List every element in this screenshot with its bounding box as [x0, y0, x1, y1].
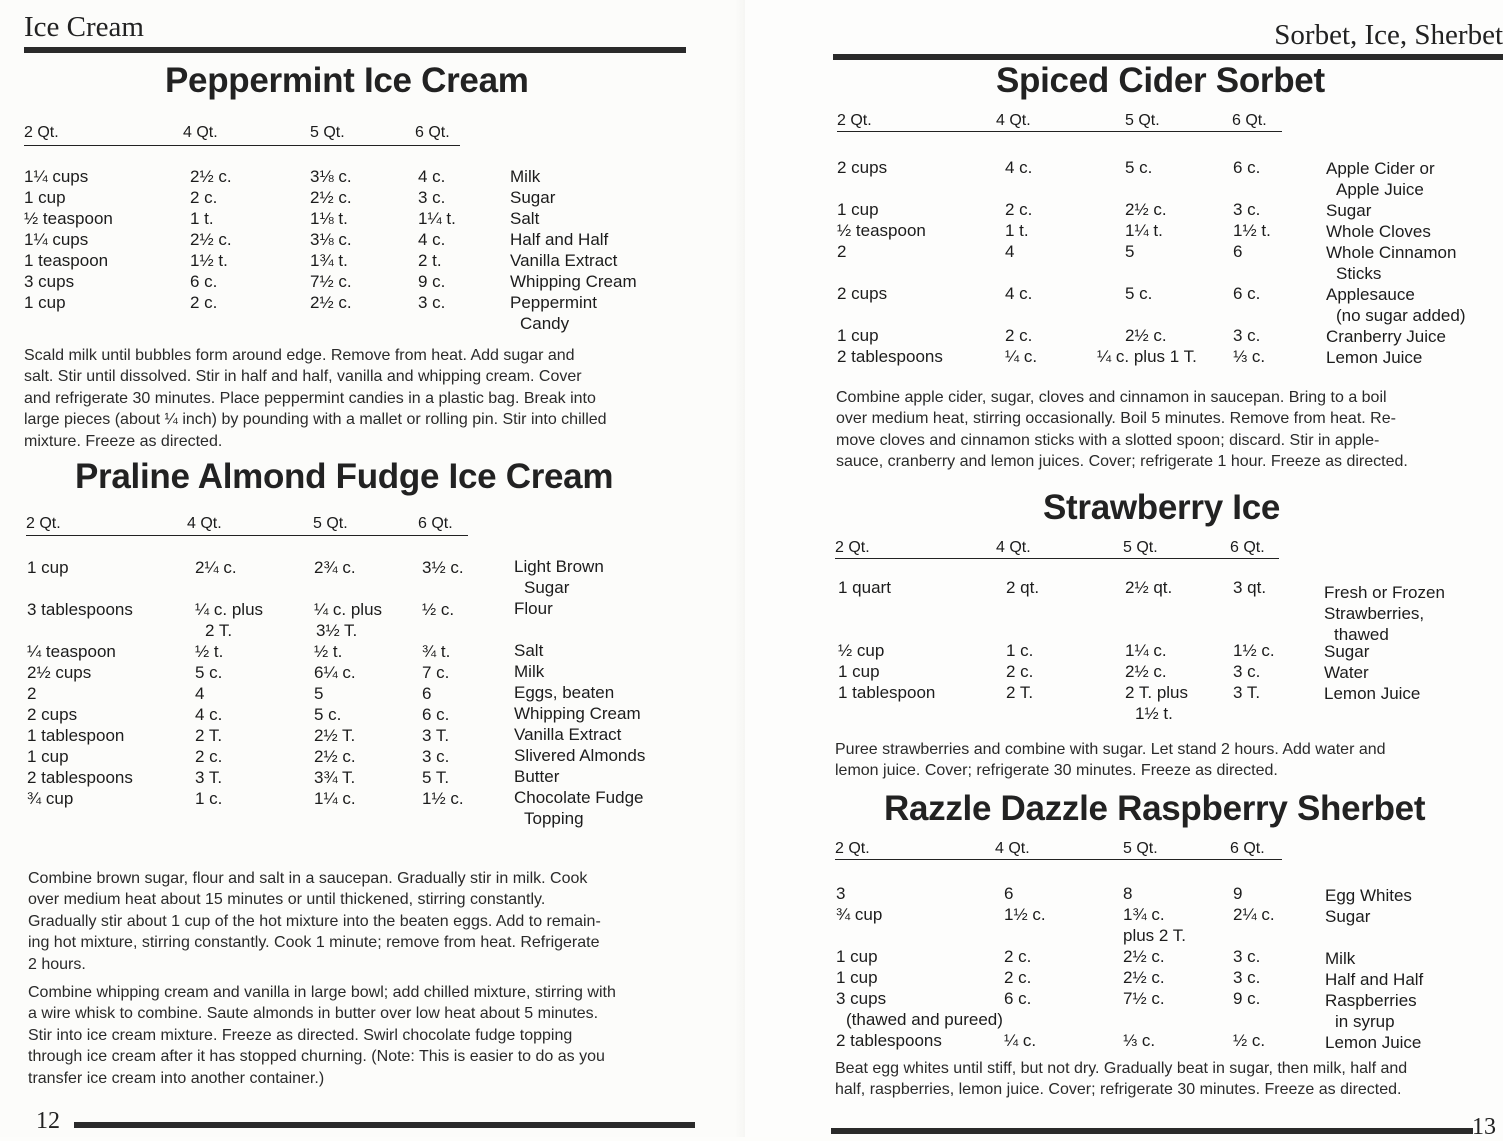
qty-5qt: 5 c. [1125, 158, 1153, 177]
ingredient: Whole Cinnamon [1326, 243, 1457, 262]
col-header-6qt: 6 Qt. [1230, 840, 1265, 857]
qty-6qt: ⅓ c. [1233, 347, 1266, 366]
qty-4qt: 2 qt. [1006, 578, 1040, 597]
qty-6qt: 3 c. [418, 293, 446, 312]
qty-4qt: 6 c. [190, 272, 218, 291]
qty-4qt: ½ t. [195, 642, 224, 661]
qty-2qt: 2 tablespoons [27, 768, 133, 787]
col-header-6qt: 6 Qt. [1232, 112, 1267, 129]
qty-4qt: 1 c. [1006, 641, 1034, 660]
right-page [745, 0, 1503, 1140]
qty-6qt: 3 T. [1233, 683, 1261, 702]
ingredient: Sugar [1324, 642, 1370, 661]
ingredient: Whipping Cream [510, 272, 637, 291]
qty-2qt: 1¼ cups [24, 230, 89, 249]
qty-4qt: ¼ c. [1004, 1031, 1037, 1050]
qty-4qt: 6 [1004, 884, 1014, 903]
ingredient: Whipping Cream [514, 704, 641, 723]
qty-5qt: 5 [314, 684, 324, 703]
qty-2qt: 1¼ cups [24, 167, 89, 186]
col-header-4qt: 4 Qt. [996, 112, 1031, 129]
instruction-line: half, raspberries, lemon juice. Cover; refrigerate 30 minutes. Freeze as directed. [835, 1081, 1402, 1099]
qty-6qt: 9 c. [418, 272, 446, 291]
section-rule [833, 54, 1503, 60]
qty-6qt: 6 [422, 684, 432, 703]
qty-2qt: ¾ cup [27, 789, 74, 808]
qty-5qt: 2½ c. [1125, 326, 1167, 345]
instruction-line: ing hot mixture, stirring constantly. Cook 1 minute; remove from heat. Refrigerate [28, 934, 600, 952]
qty-4qt: 2 c. [1004, 968, 1032, 987]
qty-2qt: 1 tablespoon [838, 683, 936, 702]
ingredient: Water [1324, 663, 1369, 682]
qty-4qt-cont: 2 T. [205, 621, 233, 640]
qty-5qt: 2 T. plus [1125, 683, 1189, 702]
qty-6qt: 9 c. [1233, 989, 1261, 1008]
qty-6qt: 3 c. [1233, 326, 1261, 345]
qty-6qt: 1½ c. [422, 789, 464, 808]
recipe-title: Strawberry Ice [1043, 488, 1281, 527]
ingredient: Egg Whites [1325, 886, 1412, 905]
instruction-line: sauce, cranberry and lemon juices. Cover; refrigerate 1 hour. Freeze as directed. [836, 453, 1408, 471]
page-number: 13 [1472, 1114, 1496, 1140]
qty-5qt: 2½ qt. [1125, 578, 1173, 597]
instruction-line: over medium heat, stirring occasionally. Boil 5 minutes. Remove from heat. Re- [836, 410, 1396, 428]
qty-5qt: 5 c. [1125, 284, 1153, 303]
ingredient-cont: Topping [524, 809, 584, 828]
ingredient: Applesauce [1326, 285, 1415, 304]
qty-5qt: ¼ c. plus 1 T. [1097, 347, 1197, 366]
page-number: 12 [36, 1108, 60, 1134]
qty-6qt: 7 c. [422, 663, 450, 682]
qty-5qt: 3¾ T. [314, 768, 356, 787]
qty-6qt: 3 c. [418, 188, 446, 207]
instruction-line: over medium heat about 15 minutes or until thickened, stirring constantly. [28, 891, 546, 909]
qty-2qt: 2 cups [837, 284, 888, 303]
ingredient: Lemon Juice [1324, 684, 1421, 703]
qty-4qt: 2 c. [1005, 200, 1033, 219]
ingredient-cont: Sugar [524, 578, 570, 597]
qty-2qt: 1 cup [836, 968, 878, 987]
qty-4qt: 1 t. [190, 209, 214, 228]
qty-5qt: 2½ c. [1123, 947, 1165, 966]
recipe-title: Praline Almond Fudge Ice Cream [75, 457, 614, 496]
instruction-line: Stir into ice cream mixture. Freeze as directed. Swirl chocolate fudge topping [28, 1026, 573, 1044]
qty-2qt: 2 [837, 242, 847, 261]
qty-5qt: 7½ c. [310, 272, 352, 291]
qty-5qt-cont: plus 2 T. [1123, 926, 1187, 945]
qty-5qt: 2½ c. [310, 293, 352, 312]
qty-2qt: 1 quart [838, 578, 891, 597]
col-header-5qt: 5 Qt. [1123, 840, 1158, 857]
qty-6qt: 3 c. [1233, 968, 1261, 987]
qty-5qt: 1¾ t. [310, 251, 348, 270]
instruction-line: mixture. Freeze as directed. [24, 432, 223, 450]
section-header: Sorbet, Ice, Sherbet [1274, 19, 1503, 51]
qty-6qt: 3½ c. [422, 558, 464, 577]
qty-4qt: 2 c. [190, 293, 218, 312]
qty-5qt: ½ t. [314, 642, 343, 661]
qty-5qt: ⅓ c. [1123, 1031, 1156, 1050]
instruction-line: Beat egg whites until stiff, but not dry. Gradually beat in sugar, then milk, half and [835, 1060, 1408, 1077]
ingredient: Chocolate Fudge [514, 788, 644, 807]
ingredient: Light Brown [514, 557, 604, 576]
qty-5qt: 2½ c. [314, 747, 356, 766]
qty-2qt: 3 cups [24, 272, 75, 291]
qty-2qt: 1 cup [24, 293, 66, 312]
qty-5qt: 7½ c. [1123, 989, 1165, 1008]
qty-4qt: 1 t. [1005, 221, 1029, 240]
ingredient-cont: thawed [1334, 625, 1389, 644]
qty-5qt: 2½ c. [1123, 968, 1165, 987]
qty-2qt: 2 cups [837, 158, 888, 177]
qty-6qt: 6 c. [1233, 158, 1261, 177]
qty-5qt: 1¼ t. [1125, 221, 1163, 240]
qty-4qt: 2 c. [1006, 662, 1034, 681]
ingredient: Half and Half [1325, 970, 1424, 989]
qty-6qt: 1¼ t. [418, 209, 456, 228]
instructions [835, 739, 1386, 782]
ingredient: Vanilla Extract [510, 251, 618, 270]
recipe-title: Razzle Dazzle Raspberry Sherbet [884, 789, 1426, 828]
qty-2qt: 1 tablespoon [27, 726, 125, 745]
ingredient: Sugar [1326, 201, 1372, 220]
ingredient: Peppermint [510, 293, 597, 312]
header-underline [24, 145, 460, 146]
header-underline [26, 535, 468, 536]
qty-4qt: ¼ c. plus [195, 600, 264, 619]
instruction-line: large pieces (about ¼ inch) by pounding with a mallet or rolling pin. Stir into chilled [24, 411, 607, 429]
ingredient: Slivered Almonds [514, 746, 646, 765]
recipe-title: Peppermint Ice Cream [165, 61, 529, 100]
ingredient: Sugar [510, 188, 556, 207]
qty-4qt: 3 T. [195, 768, 223, 787]
instructions [836, 387, 1408, 473]
qty-4qt: 2½ c. [190, 230, 232, 249]
ingredient: Milk [1325, 949, 1356, 968]
qty-2qt: 2½ cups [27, 663, 92, 682]
qty-5qt: 1¾ c. [1123, 905, 1165, 924]
qty-4qt: 2 T. [1006, 683, 1034, 702]
qty-6qt: 3 T. [422, 726, 450, 745]
instruction-line: Combine whipping cream and vanilla in large bowl; add chilled mixture, stirring with [28, 984, 616, 1001]
ingredient: Salt [510, 209, 540, 228]
qty-5qt: 2½ c. [1125, 662, 1167, 681]
col-header-5qt: 5 Qt. [1125, 112, 1160, 129]
qty-4qt: 6 c. [1004, 989, 1032, 1008]
qty-2qt: 1 cup [837, 200, 879, 219]
section-rule [24, 47, 686, 53]
qty-4qt: 2 c. [1004, 947, 1032, 966]
qty-4qt: 2 T. [195, 726, 223, 745]
qty-2qt: ½ teaspoon [24, 209, 113, 228]
qty-4qt: 5 c. [195, 663, 223, 682]
col-header-6qt: 6 Qt. [415, 124, 450, 141]
col-header-2qt: 2 Qt. [835, 539, 870, 556]
qty-6qt: 6 [1233, 242, 1243, 261]
qty-2qt: ¼ teaspoon [27, 642, 116, 661]
qty-6qt: 2 t. [418, 251, 442, 270]
qty-2qt: 2 tablespoons [837, 347, 943, 366]
qty-5qt: 2¾ c. [314, 558, 356, 577]
instruction-line: Puree strawberries and combine with sugar. Let stand 2 hours. Add water and [835, 741, 1386, 758]
qty-2qt: 1 cup [837, 326, 879, 345]
qty-4qt: 2½ c. [190, 167, 232, 186]
qty-5qt: 8 [1123, 884, 1133, 903]
ingredient: Lemon Juice [1326, 348, 1423, 367]
ingredient: Cranberry Juice [1326, 327, 1446, 346]
qty-4qt: 1½ c. [1004, 905, 1046, 924]
qty-4qt: 2 c. [1005, 326, 1033, 345]
col-header-4qt: 4 Qt. [995, 840, 1030, 857]
qty-5qt: 2½ c. [1125, 200, 1167, 219]
qty-6qt: 5 T. [422, 768, 450, 787]
instruction-line: a wire whisk to combine. Saute almonds in butter over low heat about 5 minutes. [28, 1005, 599, 1023]
col-header-2qt: 2 Qt. [24, 124, 59, 141]
qty-4qt: 2 c. [190, 188, 218, 207]
header-underline [837, 131, 1282, 132]
instruction-line: lemon juice. Cover; refrigerate 30 minutes. Freeze as directed. [835, 762, 1278, 780]
qty-5qt: ¼ c. plus [314, 600, 383, 619]
recipe-title: Spiced Cider Sorbet [996, 61, 1325, 100]
qty-5qt: 6¼ c. [314, 663, 356, 682]
qty-4qt: 1 c. [195, 789, 223, 808]
col-header-4qt: 4 Qt. [996, 539, 1031, 556]
instruction-line: through ice cream after it has stopped churning. (Note: This is easier to do as you [28, 1048, 605, 1066]
ingredient: Apple Cider or [1326, 159, 1435, 178]
col-header-6qt: 6 Qt. [418, 515, 453, 532]
ingredient: Whole Cloves [1326, 222, 1431, 241]
qty-2qt: 3 cups [836, 989, 887, 1008]
qty-6qt: 3 c. [422, 747, 450, 766]
qty-6qt: 4 c. [418, 230, 446, 249]
ingredient: Half and Half [510, 230, 609, 249]
qty-2qt: 3 [836, 884, 846, 903]
qty-2qt: 2 [27, 684, 37, 703]
qty-4qt: 4 [1005, 242, 1015, 261]
section-header: Ice Cream [24, 11, 144, 43]
col-header-4qt: 4 Qt. [183, 124, 218, 141]
col-header-6qt: 6 Qt. [1230, 539, 1265, 556]
qty-2qt: 2 cups [27, 705, 78, 724]
ingredient: Vanilla Extract [514, 725, 622, 744]
qty-4qt: 2¼ c. [195, 558, 237, 577]
instruction-line: Combine brown sugar, flour and salt in a saucepan. Gradually stir in milk. Cook [28, 870, 588, 887]
qty-6qt: 3 qt. [1233, 578, 1267, 597]
qty-6qt: ¾ t. [422, 642, 451, 661]
qty-2qt: 2 tablespoons [836, 1031, 942, 1050]
qty-2qt: 1 cup [24, 188, 66, 207]
instruction-line: Combine apple cider, sugar, cloves and cinnamon in saucepan. Bring to a boil [836, 389, 1387, 406]
qty-6qt: 6 c. [1233, 284, 1261, 303]
qty-6qt: ½ c. [422, 600, 455, 619]
qty-6qt: 4 c. [418, 167, 446, 186]
instruction-line: Gradually stir about 1 cup of the hot mixture into the beaten eggs. Add to remain- [28, 912, 601, 930]
qty-4qt: 4 c. [1005, 284, 1033, 303]
qty-4qt: 4 c. [1005, 158, 1033, 177]
ingredient: Fresh or Frozen [1324, 583, 1445, 602]
instructions [835, 1058, 1407, 1101]
qty-6qt: 3 c. [1233, 662, 1261, 681]
ingredient-cont: Apple Juice [1336, 180, 1424, 199]
qty-5qt: 1¼ c. [1125, 641, 1167, 660]
qty-2qt: 1 cup [27, 747, 69, 766]
qty-6qt: 6 c. [422, 705, 450, 724]
instruction-line: and refrigerate 30 minutes. Place peppermint candies in a plastic bag. Break into [24, 389, 596, 407]
qty-2qt: 1 cup [836, 947, 878, 966]
header-underline [835, 859, 1282, 860]
qty-6qt: 3 c. [1233, 947, 1261, 966]
ingredient-cont: (no sugar added) [1336, 306, 1466, 325]
qty-2qt: 3 tablespoons [27, 600, 133, 619]
ingredient: Flour [514, 599, 553, 618]
qty-2qt: ½ cup [838, 641, 885, 660]
footer-rule [74, 1122, 695, 1128]
qty-5qt: 2½ T. [314, 726, 356, 745]
left-page [0, 0, 745, 1137]
instruction-line: Scald milk until bubbles form around edge. Remove from heat. Add sugar and [24, 347, 575, 364]
qty-2qt-cont: (thawed and pureed) [846, 1010, 1003, 1029]
qty-4qt: 4 c. [195, 705, 223, 724]
qty-5qt: 5 c. [314, 705, 342, 724]
col-header-5qt: 5 Qt. [1123, 539, 1158, 556]
qty-6qt: 1½ t. [1233, 221, 1271, 240]
ingredient-cont: in syrup [1335, 1012, 1395, 1031]
qty-5qt: 2½ c. [310, 188, 352, 207]
instructions [24, 345, 607, 452]
instruction-line: move cloves and cinnamon sticks with a slotted spoon; discard. Stir in apple- [836, 431, 1380, 449]
qty-5qt: 3⅛ c. [310, 167, 352, 186]
ingredient: Raspberries [1325, 991, 1417, 1010]
qty-5qt: 1¼ c. [314, 789, 356, 808]
qty-6qt: 2¼ c. [1233, 905, 1275, 924]
col-header-2qt: 2 Qt. [26, 515, 61, 532]
ingredient: Milk [514, 662, 545, 681]
col-header-4qt: 4 Qt. [187, 515, 222, 532]
qty-5qt: 1⅛ t. [310, 209, 348, 228]
qty-2qt: 1 cup [27, 558, 69, 577]
qty-4qt: 1½ t. [190, 251, 228, 270]
header-underline [835, 558, 1279, 559]
qty-5qt-cont: 1½ t. [1135, 704, 1173, 723]
ingredient-cont: Strawberries, [1324, 604, 1425, 623]
qty-5qt: 5 [1125, 242, 1135, 261]
col-header-5qt: 5 Qt. [313, 515, 348, 532]
qty-2qt: 1 cup [838, 662, 880, 681]
instruction-line: salt. Stir until dissolved. Stir in half and half, vanilla and whipping cream. Cover [24, 368, 582, 386]
ingredient: Salt [514, 641, 544, 660]
qty-4qt: 2 c. [195, 747, 223, 766]
qty-6qt: 9 [1233, 884, 1243, 903]
ingredient: Eggs, beaten [514, 683, 615, 702]
instructions [28, 982, 616, 1089]
col-header-2qt: 2 Qt. [837, 112, 872, 129]
ingredient: Milk [510, 167, 541, 186]
ingredient-cont: Candy [520, 314, 570, 333]
qty-5qt-cont: 3½ T. [316, 621, 358, 640]
qty-6qt: 3 c. [1233, 200, 1261, 219]
qty-4qt: ¼ c. [1005, 347, 1038, 366]
qty-2qt: ¾ cup [836, 905, 883, 924]
qty-6qt: 1½ c. [1233, 641, 1275, 660]
qty-2qt: ½ teaspoon [837, 221, 926, 240]
ingredient: Sugar [1325, 907, 1371, 926]
ingredient: Butter [514, 767, 560, 786]
instructions [28, 868, 601, 975]
instruction-line: 2 hours. [28, 955, 86, 973]
qty-4qt: 4 [195, 684, 205, 703]
footer-rule [831, 1128, 1473, 1134]
qty-6qt: ½ c. [1233, 1031, 1266, 1050]
col-header-5qt: 5 Qt. [310, 124, 345, 141]
instruction-line: transfer ice cream into another container.) [28, 1069, 325, 1087]
ingredient-cont: Sticks [1336, 264, 1382, 283]
ingredient: Lemon Juice [1325, 1033, 1422, 1052]
col-header-2qt: 2 Qt. [835, 840, 870, 857]
qty-2qt: 1 teaspoon [24, 251, 109, 270]
qty-5qt: 3⅛ c. [310, 230, 352, 249]
